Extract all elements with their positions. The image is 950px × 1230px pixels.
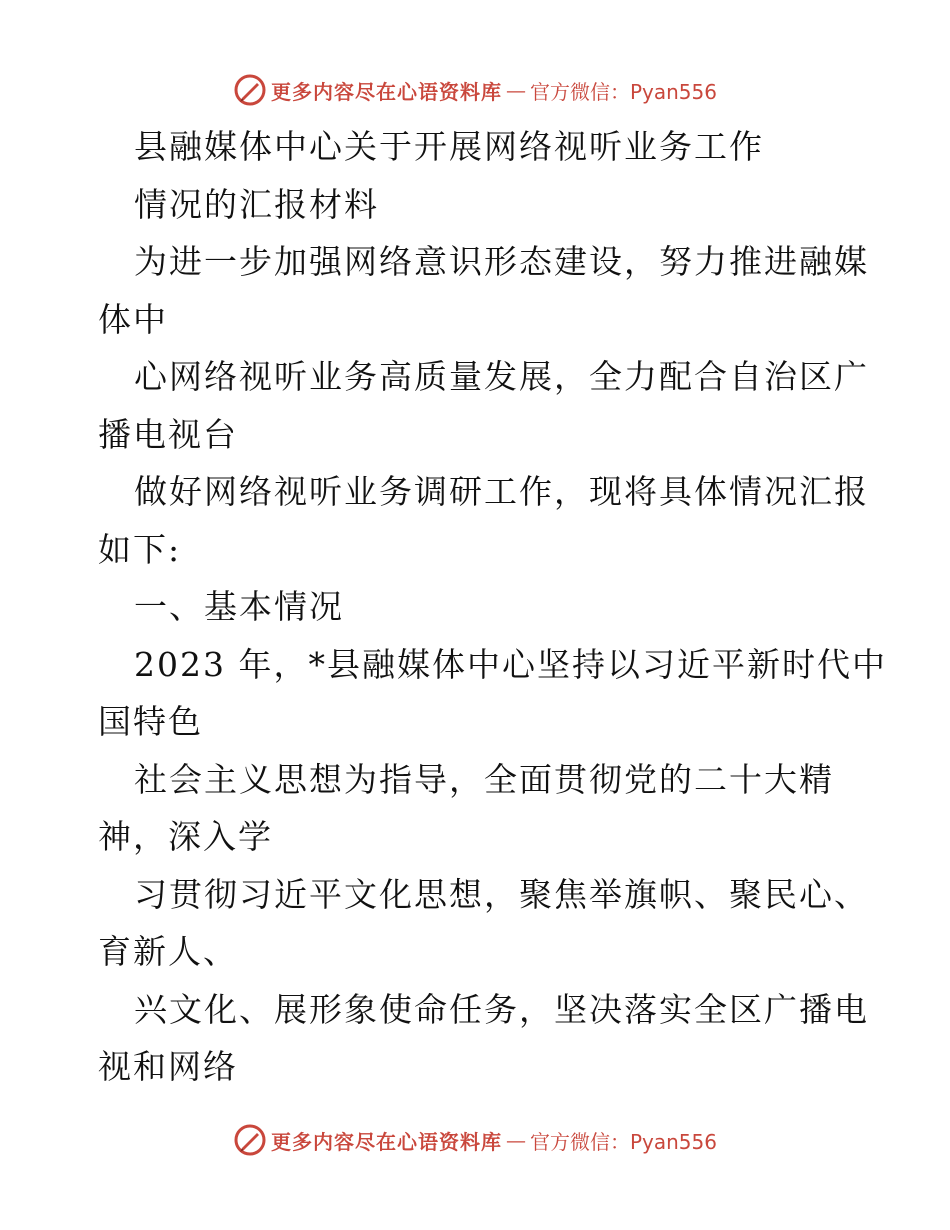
quill-logo-icon <box>233 1123 267 1157</box>
paragraph-line: 国特色 <box>98 702 203 741</box>
paragraph-line: 育新人、 <box>98 932 238 971</box>
header-watermark <box>0 70 950 110</box>
paragraph-line: 社会主义思想为指导，全面贯彻党的二十大精 <box>134 759 834 799</box>
paragraph-line: 为进一步加强网络意识形态建设，努力推进融媒 <box>134 242 869 281</box>
paragraph-line: 兴文化、展形象使命任务，坚决落实全区广播电 <box>134 989 869 1029</box>
paragraph-line: 体中 <box>98 299 168 339</box>
paragraph-line: 如下: <box>98 529 182 569</box>
footer-watermark <box>0 1120 950 1160</box>
watermark-dash: — <box>505 78 526 102</box>
document-body <box>98 118 887 1096</box>
paragraph-line: 2023 年，*县融媒体中心坚持以习近平新时代中 <box>134 644 887 684</box>
paragraph-line: 播电视台 <box>98 414 238 454</box>
watermark-text: 更多内容尽在心语资料库 <box>270 79 502 104</box>
section-heading: 一、基本情况 <box>134 587 344 626</box>
watermark-wechat: 官方微信：Pyan556 <box>529 79 717 104</box>
watermark-text: 更多内容尽在心语资料库 <box>270 1129 502 1154</box>
watermark-wechat: 官方微信：Pyan556 <box>529 1129 717 1154</box>
paragraph-line: 视和网络 <box>98 1047 238 1086</box>
paragraph-line: 神，深入学 <box>98 817 273 856</box>
document-title-line-1: 县融媒体中心关于开展网络视听业务工作 <box>134 127 764 166</box>
quill-logo-icon <box>233 73 267 107</box>
paragraph-line: 心网络视听业务高质量发展，全力配合自治区广 <box>134 357 869 396</box>
paragraph-line: 习贯彻习近平文化思想，聚焦举旗帜、聚民心、 <box>134 874 869 914</box>
watermark-dash: — <box>505 1128 526 1152</box>
document-title-line-2: 情况的汇报材料 <box>134 184 379 224</box>
paragraph-line: 做好网络视听业务调研工作，现将具体情况汇报 <box>134 472 869 511</box>
